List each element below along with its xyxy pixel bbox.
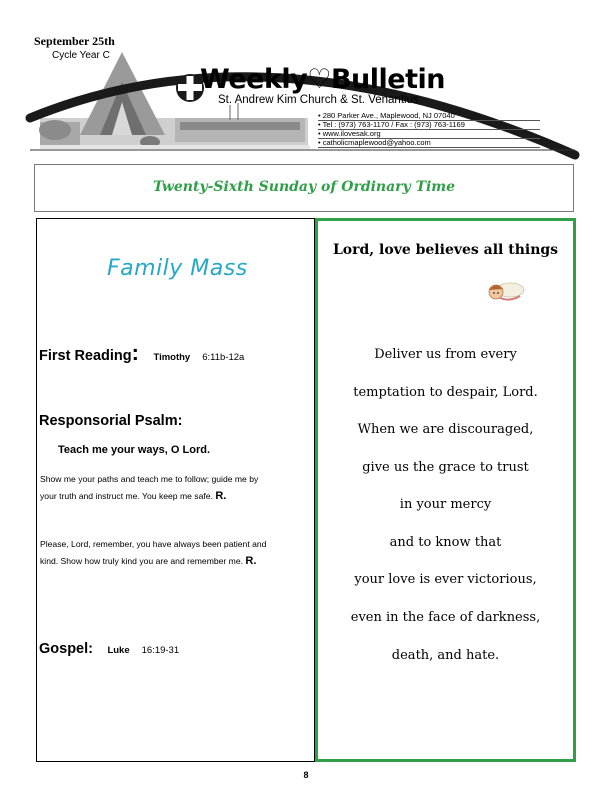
logo-title: Weekly♡Bulletin (200, 64, 445, 95)
page-number: 8 (303, 770, 309, 780)
prayer-line-3: When we are discouraged, (357, 422, 534, 437)
logo-subtitle: St. Andrew Kim Church & St. Venantius (218, 94, 419, 106)
sunday-title: Twenty-Sixth Sunday of Ordinary Time (152, 179, 456, 195)
prayer-line-1: Deliver us from every (374, 347, 517, 362)
prayer-line-9: death, and hate. (391, 648, 500, 663)
contact-address: • 280 Parker Ave., Maplewood, NJ 07040 (318, 112, 540, 121)
gospel (39, 640, 179, 658)
first-reading (39, 340, 244, 366)
psalm-refrain: Teach me your ways, O Lord. (58, 444, 211, 456)
psalm-verse-2-line-2: kind. Show how truly kind you are and remember me. (40, 555, 244, 566)
psalm-verse-2-line-1: Please, Lord, remember, you have always been patient and (40, 539, 267, 549)
contact-email[interactable]: • catholicmaplewood@yahoo.com (318, 139, 540, 148)
gospel-label: Gospel: (39, 641, 93, 657)
psalm-verse-1 (40, 471, 310, 504)
first-reading-colon: : (131, 340, 139, 365)
first-reading-book: Timothy (153, 352, 191, 363)
bulletin-date: September 25th (34, 34, 115, 48)
psalm-verse-1-line-2: your truth and instruct me. You keep me safe. (40, 490, 213, 501)
prayer-line-8: even in the face of darkness, (350, 610, 541, 625)
gospel-book: Luke (107, 645, 130, 656)
contact-phone: • Tel : (973) 763-1170 / Fax : (973) 763-1169 (318, 121, 540, 130)
prayer-line-2: temptation to despair, Lord. (353, 385, 538, 400)
prayer-line-4: give us the grace to trust (362, 460, 529, 475)
contact-website[interactable]: • www.ilovesak.org (318, 130, 540, 139)
prayer-line-5: in your mercy (399, 497, 492, 512)
prayer-title: Lord, love believes all things (332, 242, 559, 258)
prayer-line-6: and to know that (389, 535, 502, 550)
psalm-response-r: R. (215, 489, 227, 502)
title-banner (34, 164, 574, 212)
cycle-year: Cycle Year C (52, 50, 110, 61)
first-reading-label: First Reading (39, 348, 132, 364)
prayer-line-7: your love is ever victorious, (354, 572, 537, 587)
gospel-verses: 16:19-31 (141, 645, 180, 656)
first-reading-verses: 6:11b-12a (202, 352, 245, 363)
psalm-verse-2 (40, 536, 310, 569)
psalm-verse-1-line-1: Show me your paths and teach me to follow; guide me by (40, 474, 259, 484)
angel-clipart-icon (480, 278, 530, 308)
psalm-response-r: R. (245, 554, 257, 567)
psalm-label: Responsorial Psalm: (39, 413, 183, 429)
family-mass-heading: Family Mass (107, 256, 248, 281)
prayer-panel (315, 218, 576, 762)
